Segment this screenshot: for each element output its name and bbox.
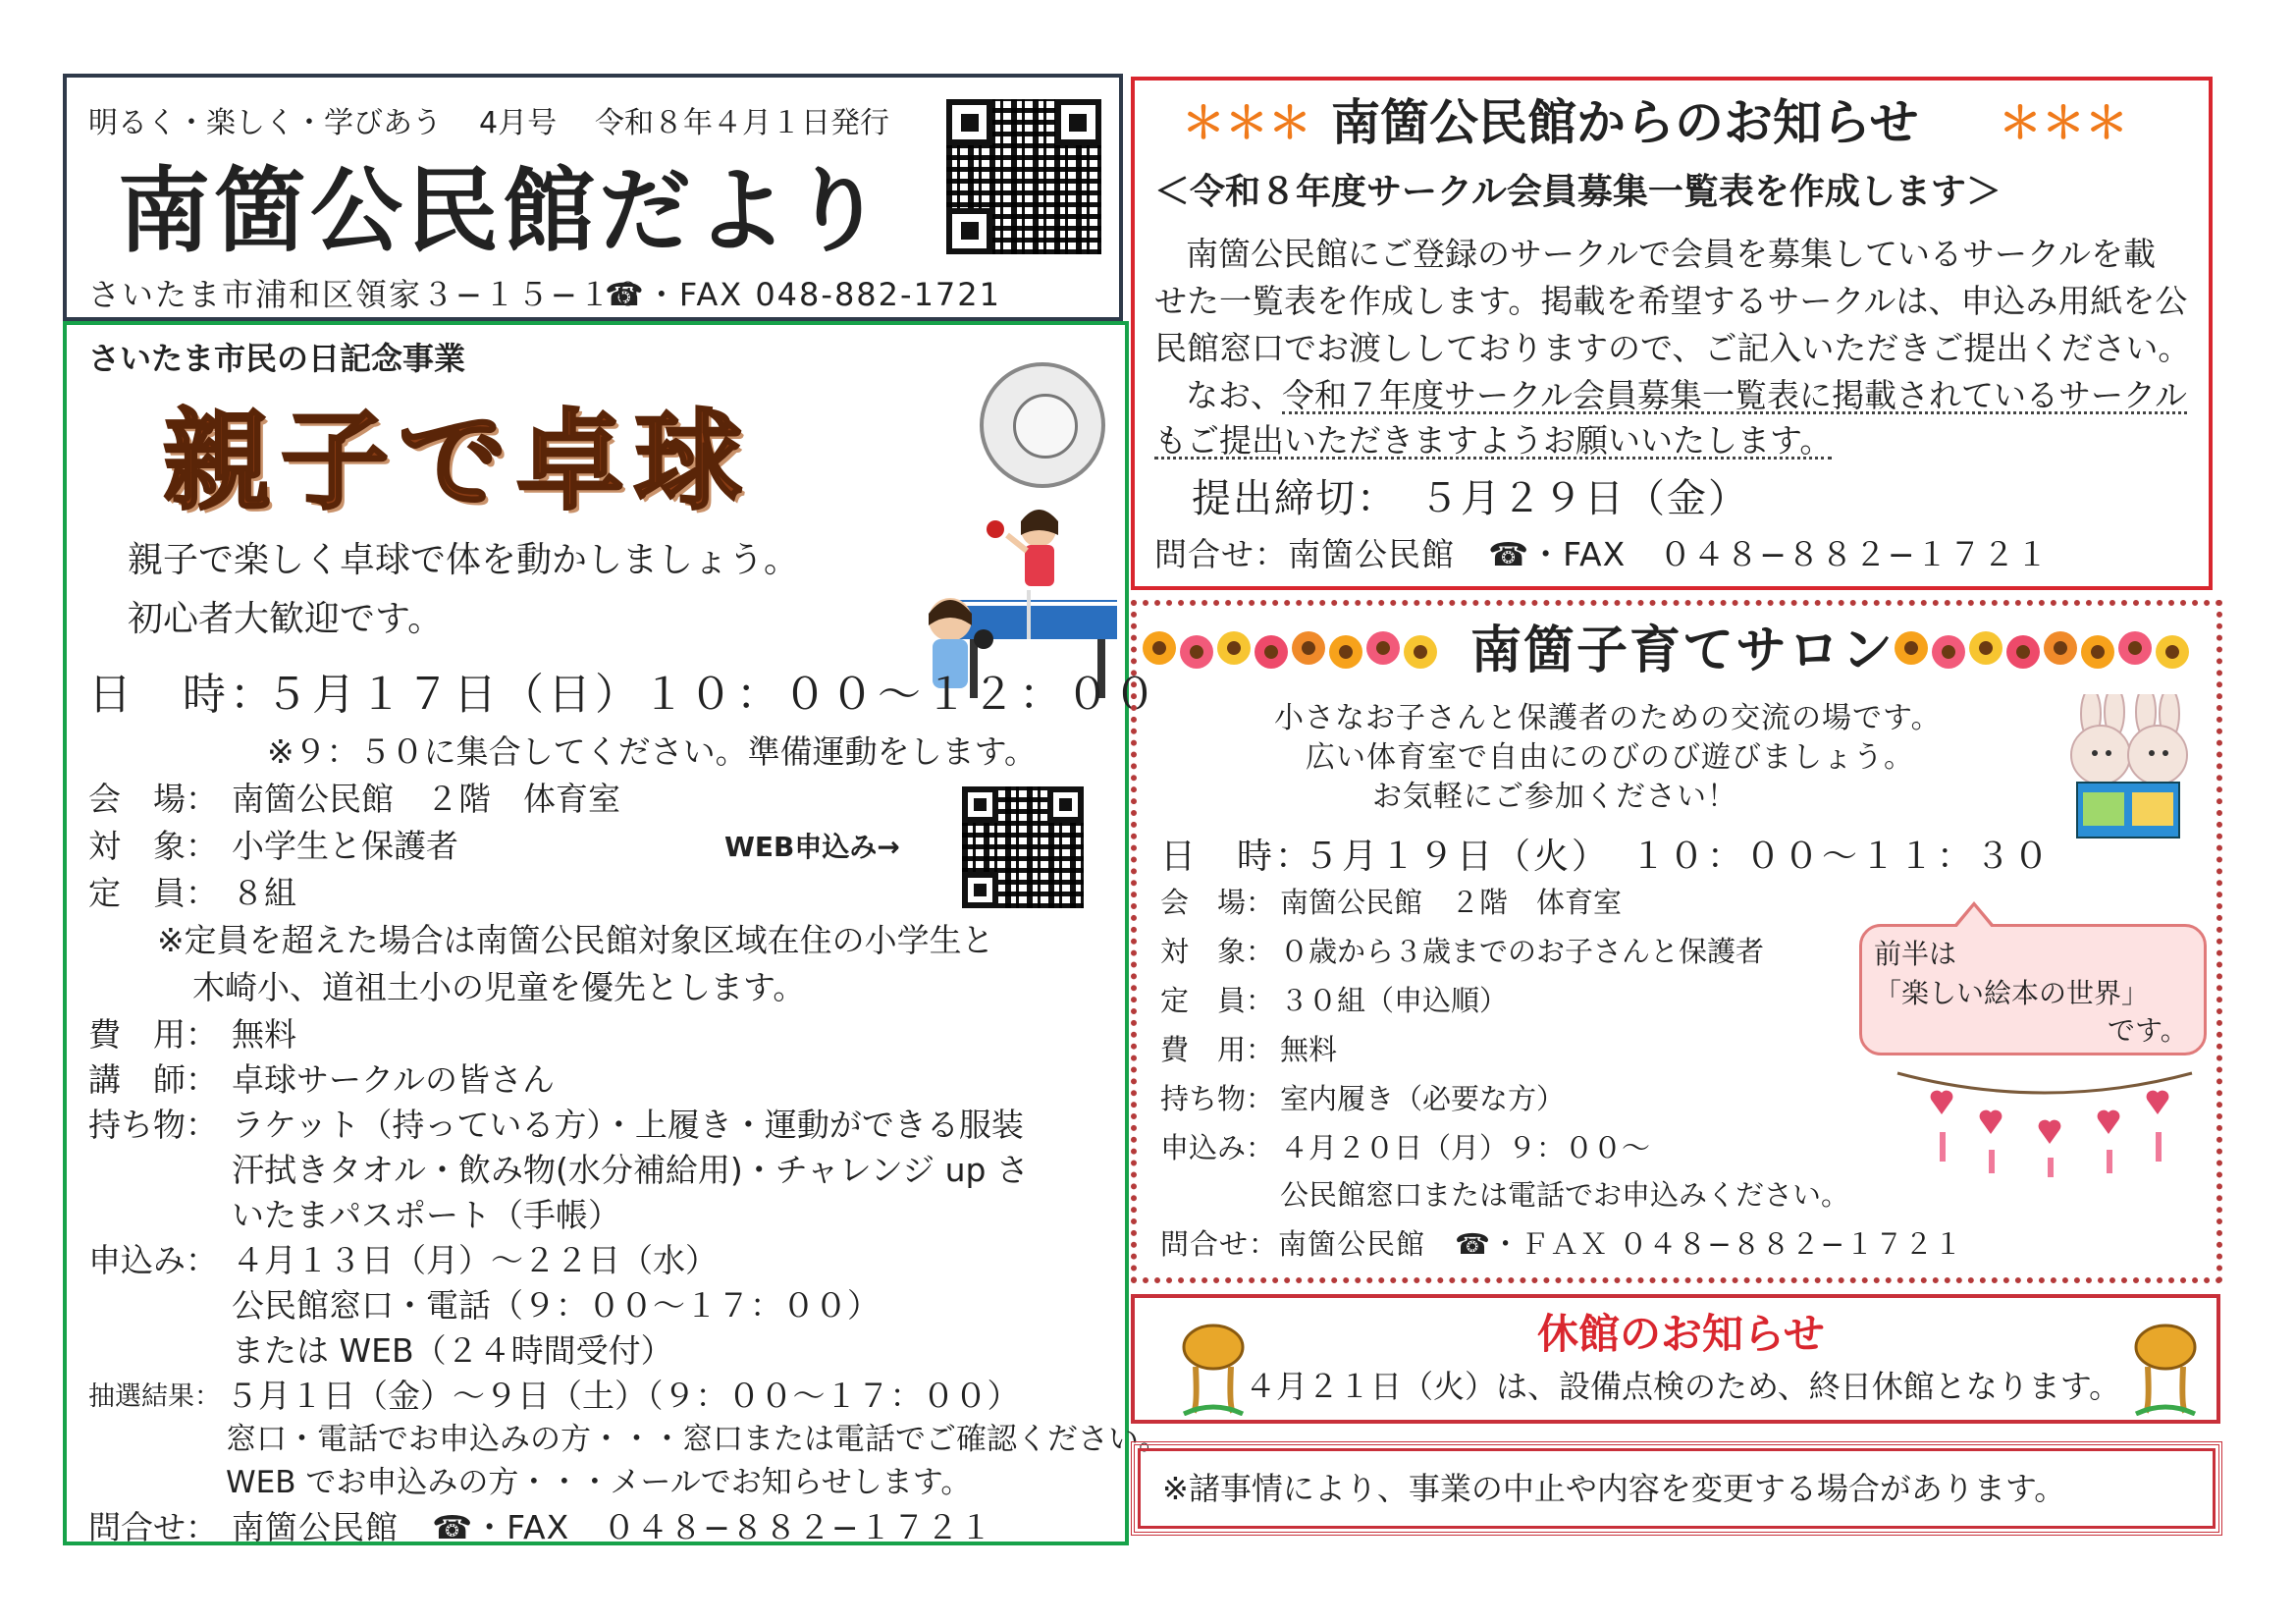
intro-line-1: 親子で楽しく卓球で体を動かしましょう。 (128, 540, 800, 580)
target-label: 対 象： (88, 827, 218, 865)
apply-line-1: ４月１３日（月）〜２２日（水） (232, 1241, 718, 1279)
salon-apply-label: 申込み： (1160, 1131, 1275, 1164)
notice-body-4a: なお、 (1186, 376, 1283, 414)
salon-target-label: 対 象： (1160, 935, 1275, 968)
salon-venue-value: 南箇公民館 ２階 体育室 (1280, 886, 1623, 919)
mushroom-left-icon (1174, 1318, 1253, 1416)
salon-apply-note: 公民館窓口または電話でお申込みください。 (1280, 1178, 1850, 1212)
bunnies-reading-icon (2040, 694, 2216, 841)
callout-line-3: です。 (2108, 1014, 2188, 1047)
lottery-line-3: WEB でお申込みの方・・・メールでお知らせします。 (226, 1465, 972, 1500)
items-line-3: いたまパスポート（手帳） (232, 1196, 620, 1234)
venue-label: 会 場： (88, 780, 218, 818)
salon-intro-1: 小さなお子さんと保護者のための交流の場です。 (1274, 701, 1942, 735)
salon-capacity-label: 定 員： (1160, 984, 1275, 1017)
disclaimer-text: ※諸事情により、事業の中止や内容を変更する場合があります。 (1162, 1470, 2066, 1507)
notice-body-5: もご提出いただきますようお願いいたします。 (1154, 421, 1833, 460)
submission-deadline: 提出締切： ５月２９日（金） (1192, 476, 1749, 521)
newsletter-header (63, 74, 1123, 321)
stars-right: ＊＊＊ (1999, 98, 2128, 148)
salon-intro-2: 広い体育室で自由にのびのび遊びましょう。 (1306, 740, 1914, 775)
flower-garland-right-icon (1895, 631, 2215, 671)
childcare-salon-section (1131, 600, 2222, 1283)
flower-icon (1366, 631, 1400, 665)
notice-body-1: 南箇公民館にご登録のサークルで会員を募集しているサークルを載 (1186, 235, 2157, 273)
instructor-value: 卓球サークルの皆さん (232, 1060, 556, 1099)
web-apply-qr-code[interactable] (962, 786, 1084, 908)
web-apply-link[interactable]: WEB申込み→ (724, 831, 900, 863)
issue-date: 令和８年４月１日発行 (595, 106, 889, 140)
circle-notice-section (1131, 77, 2213, 590)
salon-datetime-value: ５月１９日（火） １０：００〜１１：３０ (1304, 837, 2053, 877)
fee-label: 費 用： (88, 1015, 218, 1054)
flower-icon (1180, 635, 1213, 669)
notice-body-3: 民館窓口でお渡ししておりますので、ご記入いただきご提出ください。 (1154, 329, 2191, 367)
flower-icon (2081, 635, 2114, 669)
contact-value: 南箇公民館 ☎・FAX ０４８−８８２−１７２１ (232, 1508, 993, 1546)
priority-note-1: ※定員を超えた場合は南箇公民館対象区域在住の小学生と (157, 921, 994, 959)
closure-notice-section (1131, 1294, 2220, 1424)
lottery-label: 抽選結果： (88, 1381, 221, 1412)
flower-icon (1292, 631, 1325, 665)
items-line-2: 汗拭きタオル・飲み物(水分補給用)・チャレンジ up さ (232, 1151, 1029, 1189)
target-value: 小学生と保護者 (232, 827, 458, 865)
salon-fee-label: 費 用： (1160, 1033, 1275, 1066)
intro-line-2: 初心者大歓迎です。 (128, 599, 444, 639)
callout-line-2: 「楽しい絵本の世界」 (1874, 977, 2150, 1009)
table-tennis-section (63, 321, 1169, 1546)
salon-items-label: 持ち物： (1160, 1082, 1275, 1115)
flower-icon (2156, 635, 2189, 669)
flower-icon (1255, 635, 1288, 669)
salon-datetime-label: 日 時： (1160, 837, 1314, 877)
gather-note: ※９：５０に集合してください。準備運動をします。 (267, 732, 1038, 771)
notice-contact: 問合せ：南箇公民館 ☎・FAX ０４８−８８２−１７２１ (1154, 535, 2050, 573)
event-title: 親子で卓球 (163, 399, 752, 524)
flower-icon (1895, 631, 1928, 665)
salon-contact: 問合せ：南箇公民館 ☎・ＦＡＸ ０４８−８８２−１７２１ (1160, 1227, 1963, 1261)
lottery-line-1: ５月１日（金）〜９日（土）（９：００〜１７：００） (226, 1377, 1020, 1415)
datetime-label: 日 時： (88, 670, 277, 720)
notice-subtitle: ＜令和８年度サークル会員募集一覧表を作成します＞ (1154, 172, 2002, 212)
newsletter-title: 南箇公民館だより (118, 158, 888, 265)
fee-value: 無料 (232, 1015, 296, 1054)
venue-value: 南箇公民館 ２階 体育室 (232, 780, 620, 818)
mascot-stamp-icon (980, 362, 1105, 488)
flower-icon (1969, 631, 2002, 665)
flower-icon (1404, 635, 1437, 669)
instructor-label: 講 師： (88, 1060, 218, 1099)
salon-apply-value: ４月２０日（月）９：００〜 (1280, 1131, 1651, 1164)
salon-fee-value: 無料 (1280, 1033, 1338, 1066)
tagline: 明るく・楽しく・学びあう (88, 106, 442, 140)
callout-line-1: 前半は (1874, 938, 1957, 970)
flower-icon (2118, 631, 2152, 665)
salon-target-value: ０歳から３歳までのお子さんと保護者 (1280, 935, 1765, 968)
address: さいたま市浦和区領家３−１５−１０ (88, 276, 646, 313)
apply-line-3: または WEB（２４時間受付） (232, 1331, 673, 1370)
event-label: さいたま市民の日記念事業 (88, 340, 466, 377)
disclaimer-section (1131, 1441, 2222, 1536)
salon-intro-3: お気軽にご参加ください！ (1372, 780, 1737, 814)
notice-body-2: せた一覧表を作成します。掲載を希望するサークルは、申込み用紙を公 (1154, 282, 2188, 320)
contact-label: 問合せ： (88, 1508, 218, 1546)
flower-icon (2006, 635, 2040, 669)
items-label: 持ち物： (88, 1106, 218, 1144)
flower-garland-left-icon (1143, 631, 1467, 671)
salon-capacity-value: ３０組（申込順） (1280, 984, 1509, 1017)
stars-left: ＊＊＊ (1182, 98, 1311, 148)
capacity-label: 定 員： (88, 874, 218, 912)
capacity-value: ８組 (232, 874, 296, 912)
heart-garland-icon (1893, 1063, 2197, 1181)
flower-icon (2044, 631, 2077, 665)
datetime-value: ５月１７日（日）１０：００〜１２：００ (265, 670, 1160, 720)
salon-items-value: 室内履き（必要な方） (1280, 1082, 1566, 1115)
flower-icon (1932, 635, 1965, 669)
picture-book-callout (1859, 924, 2207, 1055)
closure-body: ４月２１日（火）は、設備点検のため、終日休館となります。 (1245, 1368, 2121, 1405)
flower-icon (1329, 635, 1362, 669)
mushroom-right-icon (2126, 1318, 2205, 1416)
header-phone-fax: ☎・FAX 048‐882‐1721 (605, 276, 1002, 313)
salon-title: 南箇子育てサロン (1470, 622, 1896, 680)
issue-label: 4月号 (479, 106, 558, 140)
lottery-line-2: 窓口・電話でお申込みの方・・・窓口または電話でご確認ください。 (226, 1422, 1169, 1457)
priority-note-2: 木崎小、道祖土小の児童を優先とします。 (192, 968, 806, 1006)
header-qr-code[interactable] (946, 99, 1101, 254)
apply-line-2: 公民館窓口・電話（９：００〜１７：００） (232, 1286, 880, 1325)
notice-body-4b: 令和７年度サークル会員募集一覧表に掲載されているサークル (1282, 376, 2188, 414)
flower-icon (1217, 631, 1251, 665)
items-line-1: ラケット（持っている方）・上履き・運動ができる服装 (232, 1106, 1024, 1144)
salon-venue-label: 会 場： (1160, 886, 1275, 919)
closure-title: 休館のお知らせ (1537, 1310, 1825, 1358)
flower-icon (1143, 631, 1176, 665)
apply-label: 申込み： (88, 1241, 218, 1279)
notice-title: 南箇公民館からのお知らせ (1331, 94, 1919, 151)
